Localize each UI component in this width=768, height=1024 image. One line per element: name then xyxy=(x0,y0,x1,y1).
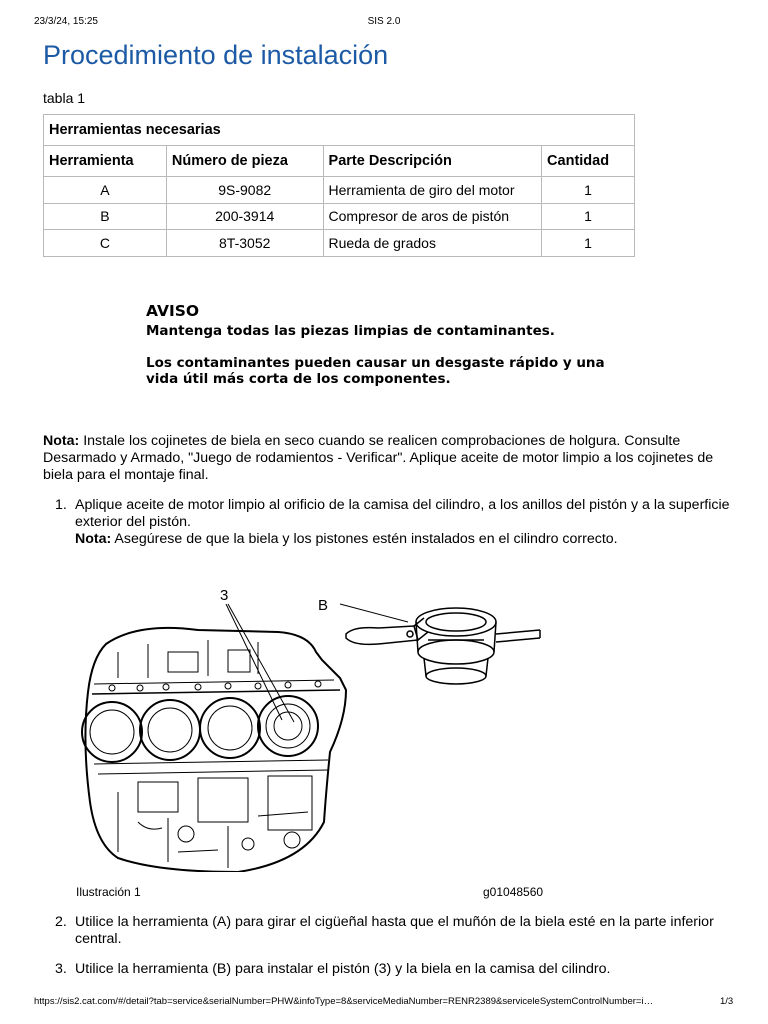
page-title: Procedimiento de instalación xyxy=(43,40,389,70)
table-row xyxy=(44,177,635,204)
table-cell: 200-3914 xyxy=(166,203,323,230)
notice-paragraph: Los contaminantes pueden causar un desgaste rápido y una vida útil más corta de los componentes. xyxy=(146,355,605,387)
notice-box xyxy=(146,302,616,387)
print-header xyxy=(0,16,768,30)
table-cell: Rueda de grados xyxy=(323,230,542,257)
callout-b-label: B xyxy=(318,597,329,614)
table-header-row xyxy=(44,146,635,177)
table-group-header: Herramientas necesarias xyxy=(44,115,635,146)
table-group-header-row xyxy=(44,115,635,146)
step-item xyxy=(55,961,735,978)
notice-heading: AVISO xyxy=(146,302,200,320)
print-app-name: SIS 2.0 xyxy=(367,16,401,27)
engine-illustration xyxy=(78,582,558,872)
step-number: 1. xyxy=(55,497,67,513)
table-cell: Compresor de aros de pistón xyxy=(323,203,542,230)
tools-table xyxy=(43,114,635,257)
table-cell: 1 xyxy=(542,203,635,230)
notice-paragraph: Mantenga todas las piezas limpias de contaminantes. xyxy=(146,323,555,339)
step-text: Aplique aceite de motor limpio al orificio de la camisa del cilindro, a los anillos del pistón y a la superficie exterior del pistón. xyxy=(75,497,730,530)
table-cell: 8T-3052 xyxy=(166,230,323,257)
table-caption: tabla 1 xyxy=(43,90,86,106)
callout-3-label: 3 xyxy=(220,587,229,604)
table-row xyxy=(44,203,635,230)
column-header: Cantidad xyxy=(542,146,635,177)
table-cell: 1 xyxy=(542,177,635,204)
step-text: Utilice la herramienta (A) para girar el cigüeñal hasta que el muñón de la biela esté en la parte inferior central. xyxy=(75,914,714,947)
step-number: 3. xyxy=(55,961,67,977)
step-text: Utilice la herramienta (B) para instalar el pistón (3) y la biela en la camisa del cilindro. xyxy=(75,961,611,977)
column-header: Herramienta xyxy=(44,146,167,177)
table-cell: 1 xyxy=(542,230,635,257)
step-note xyxy=(75,531,735,548)
print-datetime: 23/3/24, 15:25 xyxy=(34,16,98,27)
step-item xyxy=(55,914,735,948)
ring-compressor-tool xyxy=(346,608,540,684)
table-cell: A xyxy=(44,177,167,204)
note-label: Nota: xyxy=(43,433,80,449)
print-url: https://sis2.cat.com/#/detail?tab=service&serialNumber=PHW&infoType=8&serviceMediaNumber=RENR2389&serviceleSystemControlNumber=i… xyxy=(34,996,654,1007)
table-cell: 9S-9082 xyxy=(166,177,323,204)
step-note-label: Nota: xyxy=(75,531,112,547)
table-cell: Herramienta de giro del motor xyxy=(323,177,542,204)
step-number: 2. xyxy=(55,914,67,930)
column-header: Número de pieza xyxy=(166,146,323,177)
table-row xyxy=(44,230,635,257)
note-text: Instale los cojinetes de biela en seco cuando se realicen comprobaciones de holgura. Consulte Desarmado y Armado, "Juego de rodamientos - Verificar". Aplique aceite de motor limpio a los cojinetes de biela para el montaje final. xyxy=(43,433,714,483)
cylinder-bores xyxy=(82,696,318,762)
table-cell: C xyxy=(44,230,167,257)
print-page-number: 1/3 xyxy=(720,996,734,1007)
table-cell: B xyxy=(44,203,167,230)
step-note-text: Asegúrese de que la biela y los pistones estén instalados en el cilindro correcto. xyxy=(111,531,618,547)
step-item xyxy=(55,497,735,548)
figure-graphic-id: g01048560 xyxy=(483,885,544,899)
figure-caption: Ilustración 1 xyxy=(76,885,141,899)
note-paragraph xyxy=(43,433,723,484)
column-header: Parte Descripción xyxy=(323,146,542,177)
